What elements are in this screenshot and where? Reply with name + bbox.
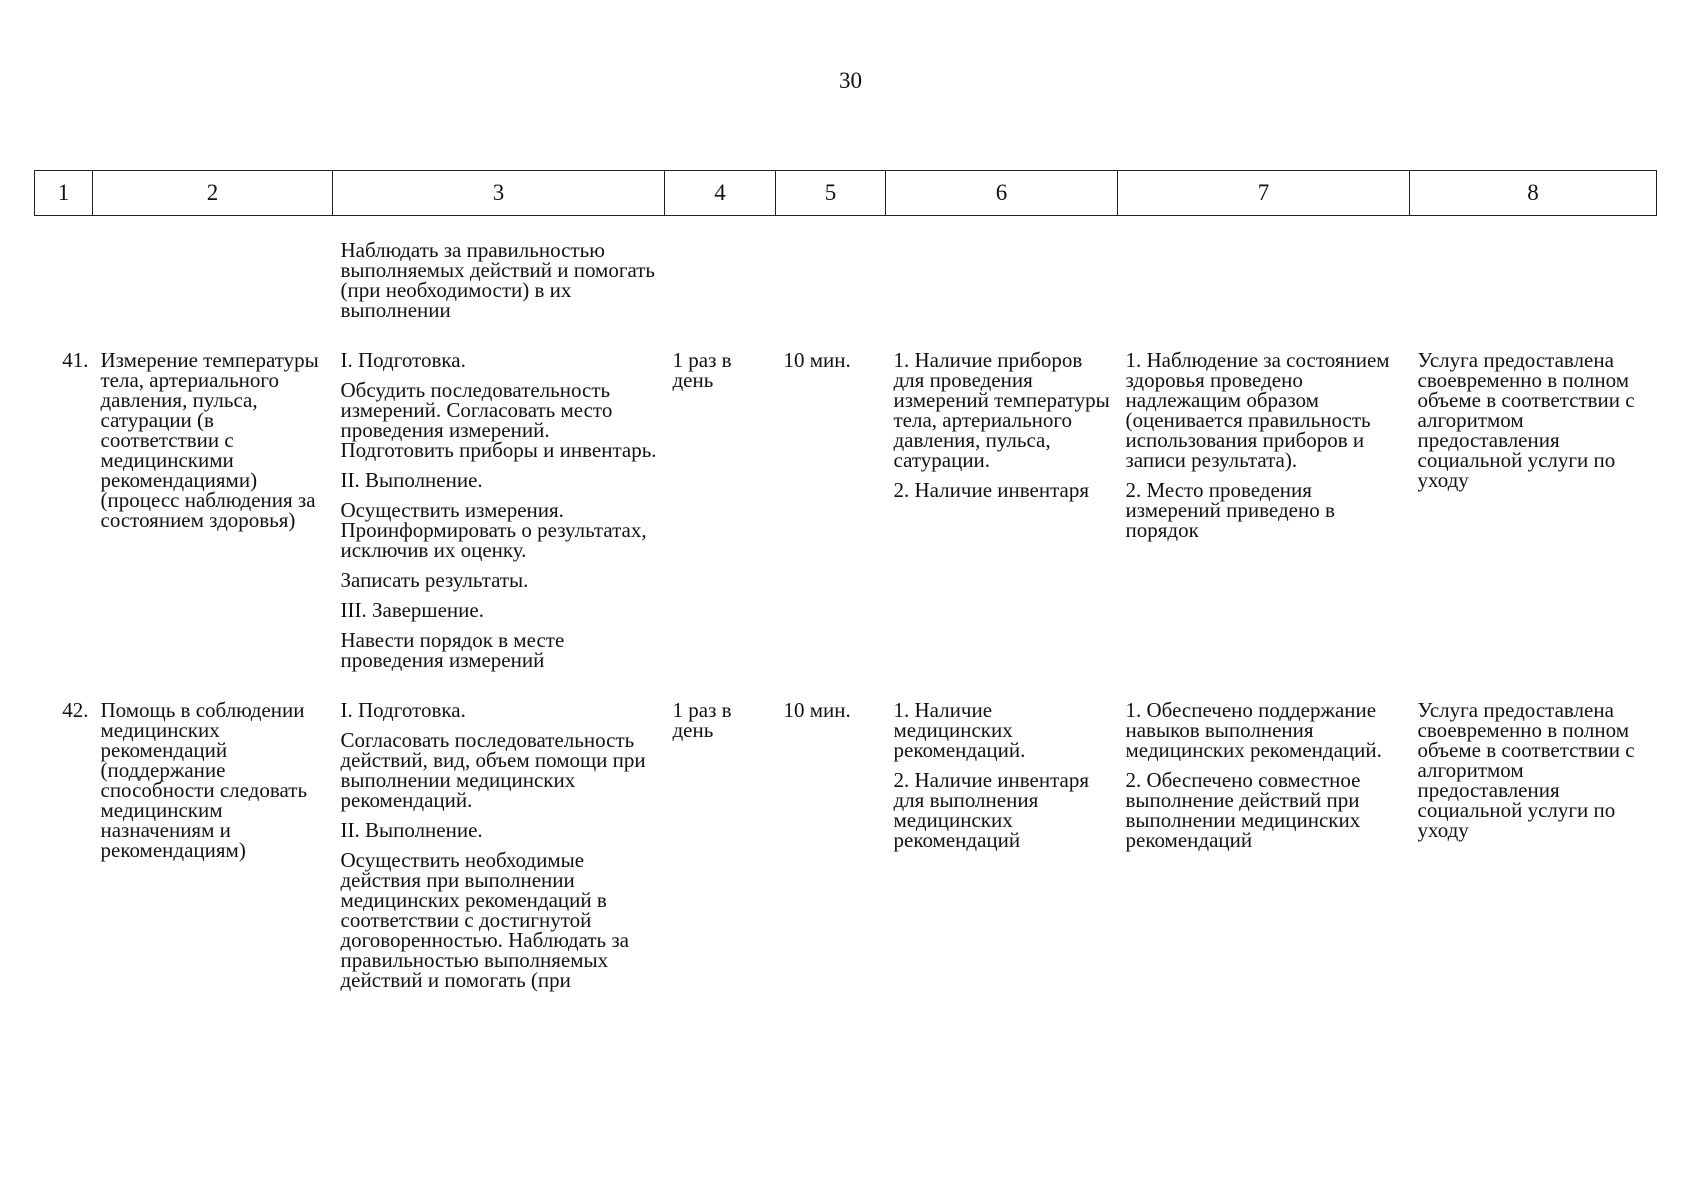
step-text: Наблюдать за правильностью выполняемых действий и помогать (при необходимости) в их выполнении [340, 238, 655, 322]
step-text: II. Выполнение. [340, 468, 483, 492]
steps-cell [333, 240, 665, 350]
step-text: III. Завершение. [340, 598, 484, 622]
column-header: 3 [333, 171, 665, 216]
result-text: 2. Место проведения измерений приведено в порядок [1125, 478, 1335, 542]
frequency-cell: 1 раз в день [672, 348, 732, 392]
results-cell [1118, 700, 1410, 990]
column-header: 8 [1410, 171, 1657, 216]
service-name: Помощь в соблюдении медицинских рекомендаций (поддержание способности следовать медицинским назначениям и рекомендациям) [100, 698, 308, 862]
step-text: I. Подготовка. [340, 698, 466, 722]
condition-text: 1. Наличие приборов для проведения измерений температуры тела, артериального давления, пульса, сатурации. [893, 348, 1110, 472]
column-header: 6 [886, 171, 1118, 216]
step-text: Осуществить измерения. Проинформировать о результатах, исключив их оценку. [340, 498, 647, 562]
table-row [35, 700, 1657, 990]
table-row [35, 350, 1657, 700]
column-header: 5 [776, 171, 886, 216]
column-header: 4 [665, 171, 776, 216]
column-header: 7 [1118, 171, 1410, 216]
condition-text: 1. Наличие медицинских рекомендаций. [893, 698, 1026, 762]
table-row-continuation [35, 240, 1657, 350]
quality-cell: Услуга предоставлена своевременно в полном объеме в соответствии с алгоритмом предоставления социальной услуги по уходу [1417, 348, 1635, 492]
condition-text: 2. Наличие инвентаря [893, 478, 1090, 502]
table-header-row [35, 171, 1657, 216]
services-table [34, 170, 1657, 990]
column-header: 2 [93, 171, 333, 216]
service-name: Измерение температуры тела, артериального давления, пульса, сатурации (в соответствии с медицинскими рекомендациями) (процесс наблюдения за состоянием здоровья) [100, 348, 319, 532]
step-text: Осуществить необходимые действия при выполнении медицинских рекомендаций в соответствии с достигнутой договоренностью. Наблюдать за правильностью выполняемых действий и помогать (при [340, 848, 629, 992]
row-number: 42. [62, 698, 89, 722]
results-cell [1118, 350, 1410, 700]
row-number: 41. [62, 348, 89, 372]
result-text: 1. Наблюдение за состоянием здоровья проведено надлежащим образом (оценивается правильность использования приборов и записи результата). [1125, 348, 1390, 472]
step-text: Навести порядок в месте проведения измерений [340, 628, 565, 672]
step-text: Обсудить последовательность измерений. Согласовать место проведения измерений. Подготовить приборы и инвентарь. [340, 378, 657, 462]
result-text: 1. Обеспечено поддержание навыков выполнения медицинских рекомендаций. [1125, 698, 1382, 762]
result-text: 2. Обеспечено совместное выполнение действий при выполнении медицинских рекомендаций [1125, 768, 1361, 852]
frequency-cell: 1 раз в день [672, 698, 732, 742]
step-text: II. Выполнение. [340, 818, 483, 842]
page-number: 30 [839, 68, 862, 93]
condition-text: 2. Наличие инвентаря для выполнения медицинских рекомендаций [893, 768, 1090, 852]
step-text: I. Подготовка. [340, 348, 466, 372]
quality-cell: Услуга предоставлена своевременно в полном объеме в соответствии с алгоритмом предоставления социальной услуги по уходу [1417, 698, 1635, 842]
conditions-cell [886, 700, 1118, 990]
duration-cell: 10 мин. [783, 698, 851, 722]
steps-cell [333, 350, 665, 700]
steps-cell [333, 700, 665, 990]
step-text: Согласовать последовательность действий, вид, объем помощи при выполнении медицинских рекомендаций. [340, 728, 646, 812]
duration-cell: 10 мин. [783, 348, 851, 372]
conditions-cell [886, 350, 1118, 700]
spacer-row [35, 216, 1657, 241]
step-text: Записать результаты. [340, 568, 529, 592]
column-header: 1 [35, 171, 93, 216]
